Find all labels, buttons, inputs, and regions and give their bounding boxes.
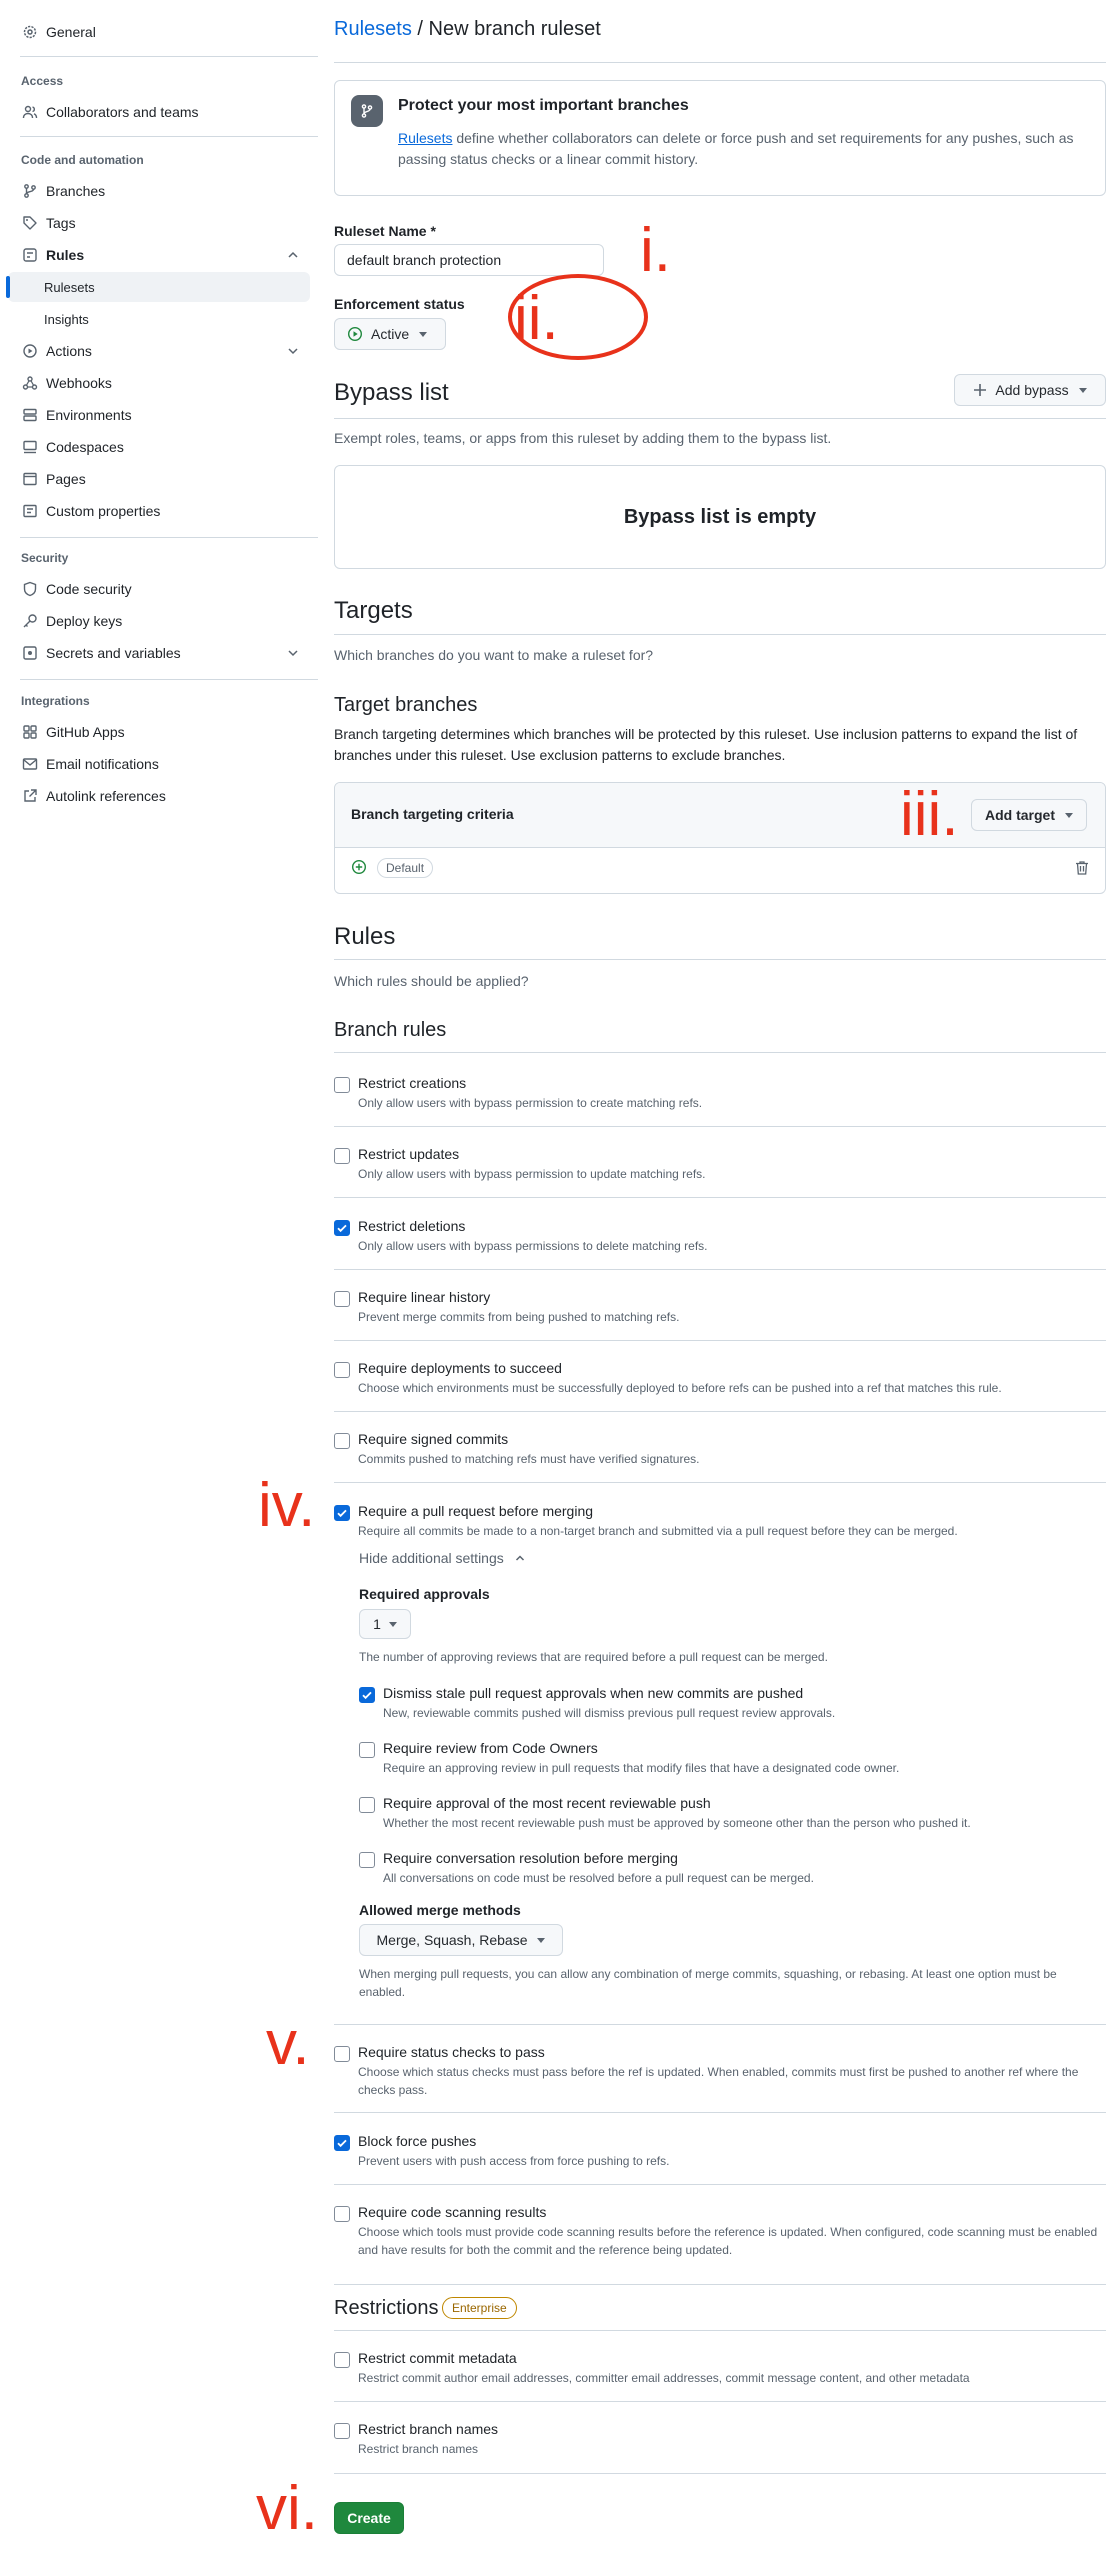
sidebar-item-label: Tags — [46, 215, 76, 231]
rule-checkbox[interactable] — [334, 2135, 350, 2151]
sidebar-item-label: Rulesets — [44, 279, 95, 295]
rule-checkbox[interactable] — [334, 1077, 350, 1093]
divider — [334, 1411, 1106, 1412]
branch-icon — [22, 183, 38, 199]
rules-description: Which rules should be applied? — [334, 973, 529, 989]
default-branch-tag: Default — [377, 858, 433, 878]
sidebar-item-label: GitHub Apps — [46, 724, 125, 740]
pr-option-checkbox[interactable] — [359, 1852, 375, 1868]
restrictions-title: Restrictions — [334, 2297, 439, 2319]
pr-option-title[interactable]: Require review from Code Owners — [383, 1740, 598, 1756]
merge-methods-description: When merging pull requests, you can allow any combination of merge commits, squashing, or rebasing. At least one option must be enabled. — [359, 1967, 1057, 1999]
divider — [334, 1340, 1106, 1341]
sidebar-item-rulesets[interactable] — [8, 272, 310, 302]
sidebar-item-github-apps[interactable] — [8, 717, 310, 747]
pr-option-checkbox[interactable] — [359, 1742, 375, 1758]
sidebar-item-label: Email notifications — [46, 756, 159, 772]
link-external-icon — [22, 788, 38, 804]
restriction-title[interactable]: Restrict branch names — [358, 2421, 499, 2437]
info-banner — [334, 80, 1106, 196]
divider — [334, 62, 1106, 63]
caret-down-icon — [389, 1622, 397, 1627]
bypass-list-title: Bypass list — [334, 379, 449, 406]
rule-checkbox[interactable] — [334, 1291, 350, 1307]
rule-title[interactable]: Require linear history — [358, 1289, 491, 1305]
sidebar-item-insights[interactable] — [8, 304, 310, 334]
sidebar-item-label: Code security — [46, 581, 132, 597]
divider — [334, 1269, 1106, 1270]
add-target-button[interactable] — [971, 799, 1087, 831]
sidebar-item-autolink[interactable] — [8, 781, 310, 811]
rule-description: Commits pushed to matching refs must have verified signatures. — [358, 1452, 700, 1466]
tag-icon — [22, 215, 38, 231]
sidebar-item-actions[interactable] — [8, 336, 310, 366]
rule-description: Prevent users with push access from force pushing to refs. — [358, 2154, 670, 2168]
sidebar-item-label: Custom properties — [46, 503, 161, 519]
restriction-checkbox[interactable] — [334, 2423, 350, 2439]
required-approvals-label: Required approvals — [359, 1586, 490, 1602]
rule-checkbox[interactable] — [334, 1433, 350, 1449]
divider — [334, 2401, 1106, 2402]
sidebar-item-rules[interactable] — [8, 240, 310, 270]
divider — [334, 1126, 1106, 1127]
banner-link-rulesets[interactable]: Rulesets — [398, 130, 453, 146]
branch-targeting-criteria-label: Branch targeting criteria — [351, 806, 514, 822]
pr-option-description: Require an approving review in pull requests that modify files that have a designated code owner. — [383, 1761, 900, 1775]
chevron-up-icon — [286, 248, 300, 262]
chevron-up-icon — [514, 1551, 526, 1567]
webhook-icon — [22, 375, 38, 391]
sidebar-item-label: Branches — [46, 183, 106, 199]
chevron-down-icon — [286, 646, 300, 660]
key-icon — [22, 613, 38, 629]
rule-title[interactable]: Restrict updates — [358, 1146, 460, 1162]
branch-rules-title: Branch rules — [334, 1019, 447, 1041]
sidebar-item-email-notifications[interactable] — [8, 749, 310, 779]
rule-description: Choose which status checks must pass before the ref is updated. When enabled, commits must first be pushed to another ref where the checks pass. — [358, 2065, 1079, 2097]
required-approvals-dropdown[interactable] — [359, 1609, 411, 1639]
banner-title: Protect your most important branches — [398, 97, 689, 114]
trash-icon[interactable] — [1075, 860, 1089, 879]
add-bypass-button[interactable] — [954, 374, 1106, 406]
rule-title[interactable]: Require code scanning results — [358, 2204, 547, 2220]
rule-title[interactable]: Require deployments to succeed — [358, 1360, 562, 1376]
required-approvals-description: The number of approving reviews that are required before a pull request can be merged. — [359, 1650, 828, 1664]
sidebar-item-webhooks[interactable] — [8, 368, 310, 398]
sidebar-divider — [20, 136, 318, 137]
plus-circle-icon — [351, 859, 367, 878]
annotation-label-v: v. — [266, 2009, 310, 2078]
create-button[interactable]: Create — [334, 2502, 404, 2534]
target-branches-title: Target branches — [334, 694, 478, 716]
chevron-down-icon — [286, 344, 300, 358]
sidebar-item-label: Deploy keys — [46, 613, 123, 629]
rule-title[interactable]: Restrict creations — [358, 1075, 467, 1091]
sidebar-item-label: Pages — [46, 471, 86, 487]
caret-down-icon — [419, 332, 427, 337]
targets-title: Targets — [334, 597, 413, 624]
targets-description: Which branches do you want to make a ruleset for? — [334, 647, 654, 663]
play-icon — [22, 343, 38, 359]
restriction-checkbox[interactable] — [334, 2352, 350, 2368]
pr-option-description: Whether the most recent reviewable push must be approved by someone other than the person who pushed it. — [383, 1816, 971, 1830]
merge-methods-value: Merge, Squash, Rebase — [376, 1932, 528, 1948]
breadcrumb — [334, 18, 601, 41]
divider — [334, 959, 1106, 960]
allowed-merge-methods-label: Allowed merge methods — [359, 1902, 521, 1918]
rule-description: Require all commits be made to a non-target branch and submitted via a pull request before they can be merged. — [358, 1524, 958, 1538]
rule-checkbox[interactable] — [334, 1148, 350, 1164]
required-approvals-value: 1 — [373, 1616, 381, 1632]
rule-title[interactable]: Require signed commits — [358, 1431, 509, 1447]
shield-icon — [22, 581, 38, 597]
gear-icon — [22, 24, 38, 40]
divider — [334, 634, 1106, 635]
rule-description: Choose which tools must provide code scanning results before the reference is updated. When configured, code scanning must be enabled and have results for both the commit and the reference being updated. — [358, 2225, 1098, 2257]
apps-icon — [22, 724, 38, 740]
divider — [334, 2330, 1106, 2331]
caret-down-icon — [537, 1938, 545, 1943]
sidebar-item-collaborators[interactable] — [8, 97, 310, 127]
divider — [334, 1482, 1106, 1483]
sidebar-heading-access: Access — [21, 74, 64, 88]
browser-icon — [22, 471, 38, 487]
sidebar-item-custom-properties[interactable] — [8, 496, 310, 526]
restriction-description: Restrict commit author email addresses, committer email addresses, commit message content, and other metadata — [358, 2371, 970, 2385]
sidebar-item-deploy-keys[interactable] — [8, 606, 310, 636]
annotation-label-i: i. — [640, 216, 671, 285]
caret-down-icon — [1065, 813, 1073, 818]
sidebar-divider — [20, 56, 318, 57]
target-branches-description: Branch targeting determines which branches will be protected by this ruleset. Use inclusion patterns to expand the list of branches under this ruleset. Use exclusion patterns to exclude branches. — [334, 726, 1078, 763]
hide-additional-settings-toggle[interactable] — [359, 1550, 526, 1567]
annotation-label-ii: ii. — [514, 284, 559, 353]
sidebar-item-label: Codespaces — [46, 439, 124, 455]
rule-checkbox[interactable] — [334, 2206, 350, 2222]
pr-option-checkbox[interactable] — [359, 1797, 375, 1813]
divider — [334, 1197, 1106, 1198]
rule-description: Choose which environments must be successfully deployed to before refs can be pushed into a ref that matches this rule. — [358, 1381, 1002, 1395]
sidebar-item-code-security[interactable] — [8, 574, 310, 604]
sidebar-item-label: Collaborators and teams — [46, 104, 199, 120]
bypass-empty-text: Bypass list is empty — [623, 505, 817, 528]
sidebar-divider — [20, 679, 318, 680]
enforcement-status-dropdown[interactable] — [334, 318, 446, 350]
ruleset-name-label: Ruleset Name * — [334, 223, 436, 239]
rules-icon — [22, 247, 38, 263]
rule-description: Only allow users with bypass permission to create matching refs. — [358, 1096, 703, 1110]
breadcrumb-link-rulesets[interactable]: Rulesets — [334, 18, 412, 40]
sidebar-heading-integrations: Integrations — [21, 694, 90, 708]
asterisk-box-icon — [22, 645, 38, 661]
annotation-label-iii: iii. — [900, 780, 959, 849]
people-icon — [22, 104, 38, 120]
sidebar-item-pages[interactable] — [8, 464, 310, 494]
page-title: New branch ruleset — [428, 18, 601, 40]
pr-option-description: All conversations on code must be resolved before a pull request can be merged. — [383, 1871, 814, 1885]
annotation-label-iv: iv. — [258, 1471, 316, 1540]
rule-title[interactable]: Require a pull request before merging — [358, 1503, 594, 1519]
rule-checkbox[interactable] — [334, 1505, 350, 1521]
sidebar-item-secrets[interactable] — [8, 638, 310, 668]
divider — [334, 2024, 1106, 2025]
divider — [334, 2112, 1106, 2113]
ruleset-name-input[interactable] — [334, 244, 604, 276]
pr-option-title[interactable]: Require approval of the most recent reviewable push — [383, 1795, 711, 1811]
sidebar-item-label: General — [46, 24, 96, 40]
sidebar-item-label: Environments — [46, 407, 132, 423]
rule-checkbox[interactable] — [334, 1220, 350, 1236]
rule-description: Only allow users with bypass permissions to delete matching refs. — [358, 1239, 708, 1253]
divider — [334, 2473, 1106, 2474]
sidebar-item-label: Webhooks — [46, 375, 112, 391]
rule-title[interactable]: Require status checks to pass — [358, 2044, 545, 2060]
branch-targeting-box — [334, 782, 1106, 894]
note-icon — [22, 503, 38, 519]
sidebar-item-environments[interactable] — [8, 400, 310, 430]
sidebar-item-label: Rules — [46, 247, 85, 263]
sidebar-item-codespaces[interactable] — [8, 432, 310, 462]
divider — [334, 1052, 1106, 1053]
pr-option-checkbox[interactable] — [359, 1687, 375, 1703]
rule-title[interactable]: Restrict deletions — [358, 1218, 466, 1234]
rule-description: Prevent merge commits from being pushed to matching refs. — [358, 1310, 680, 1324]
rule-checkbox[interactable] — [334, 1362, 350, 1378]
banner-text — [398, 128, 1090, 170]
rule-title[interactable]: Block force pushes — [358, 2133, 477, 2149]
divider — [334, 2284, 1106, 2285]
restriction-title[interactable]: Restrict commit metadata — [358, 2350, 517, 2366]
sidebar-item-label: Insights — [44, 311, 89, 327]
caret-down-icon — [1079, 388, 1087, 393]
codespaces-icon — [22, 439, 38, 455]
divider — [334, 418, 1106, 419]
sidebar-divider — [20, 537, 318, 538]
enforcement-status-label: Enforcement status — [334, 296, 465, 312]
pr-option-title[interactable]: Require conversation resolution before merging — [383, 1850, 678, 1866]
banner-description: define whether collaborators can delete or force push and set requirements for any pushes, such as passing status checks or a linear commit history. — [398, 130, 1074, 167]
rule-description: Only allow users with bypass permission to update matching refs. — [358, 1167, 706, 1181]
rules-title: Rules — [334, 923, 396, 950]
sidebar-item-general[interactable] — [8, 17, 310, 47]
merge-methods-dropdown[interactable] — [359, 1924, 563, 1956]
sidebar-item-tags[interactable] — [8, 208, 310, 238]
sidebar-item-branches[interactable] — [8, 176, 310, 206]
breadcrumb-separator: / — [417, 18, 423, 40]
sidebar-heading-security: Security — [21, 551, 69, 565]
sidebar-item-label: Actions — [46, 343, 92, 359]
hide-additional-settings-label: Hide additional settings — [359, 1550, 504, 1566]
restriction-description: Restrict branch names — [358, 2442, 479, 2456]
play-circle-icon — [347, 326, 363, 342]
plus-icon — [973, 383, 987, 397]
branch-icon — [351, 95, 383, 127]
sidebar-item-label: Secrets and variables — [46, 645, 181, 661]
bypass-list-box — [334, 465, 1106, 569]
pr-option-description: New, reviewable commits pushed will dismiss previous pull request review approvals. — [383, 1706, 836, 1720]
add-target-label: Add target — [985, 807, 1055, 823]
divider — [334, 2184, 1106, 2185]
bypass-description: Exempt roles, teams, or apps from this ruleset by adding them to the bypass list. — [334, 430, 832, 446]
sidebar-heading-code: Code and automation — [21, 153, 144, 167]
rule-checkbox[interactable] — [334, 2046, 350, 2062]
enterprise-badge: Enterprise — [442, 2297, 517, 2319]
annotation-label-vi: vi. — [256, 2474, 318, 2543]
add-bypass-label: Add bypass — [995, 382, 1069, 398]
enforcement-status-value: Active — [371, 326, 410, 342]
mail-icon — [22, 756, 38, 772]
pr-option-title[interactable]: Dismiss stale pull request approvals when new commits are pushed — [383, 1685, 804, 1701]
server-icon — [22, 407, 38, 423]
sidebar-item-label: Autolink references — [46, 788, 166, 804]
